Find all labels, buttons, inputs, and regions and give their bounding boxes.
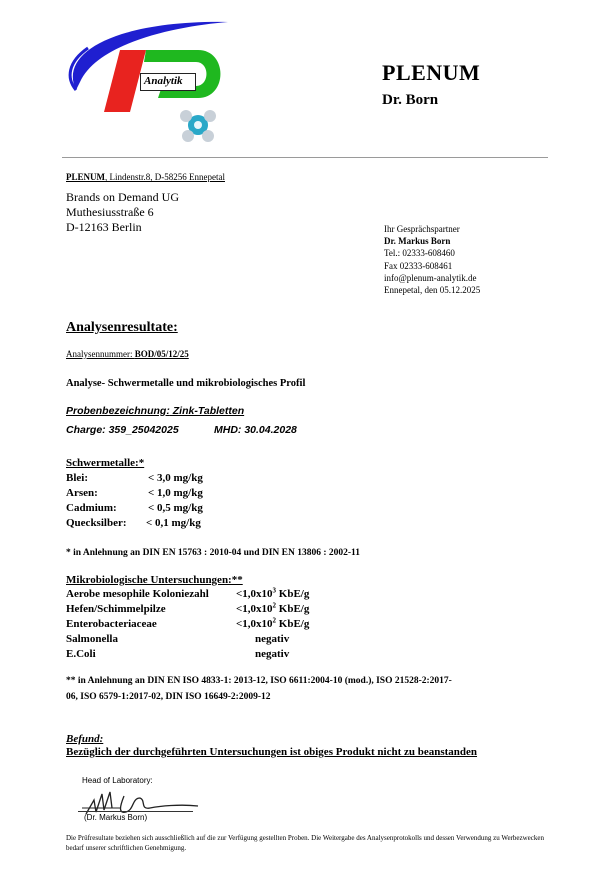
analysis-number-label: Analysennummer: — [66, 349, 135, 359]
brand-name: PLENUM — [382, 60, 481, 85]
micro-name: Salmonella — [66, 633, 118, 645]
probe-line — [66, 405, 244, 417]
micro-value: $<1,0x10^2$ KbE/g — [236, 616, 310, 630]
micro-value: negativ — [255, 633, 290, 645]
heavy-metals-heading: Schwermetalle:* — [66, 457, 145, 469]
contact-email: info@plenum-analytik.de — [384, 272, 477, 283]
micro-name: Enterobacteriaceae — [66, 618, 157, 630]
micro-value: $<1,0x10^2$ KbE/g — [236, 601, 310, 615]
recipient-line-1: Brands on Demand UG — [66, 190, 179, 204]
contact-date: Ennepetal, den 05.12.2025 — [384, 285, 481, 296]
micro-name: Aerobe mesophile Koloniezahl — [66, 588, 209, 600]
sender-name: PLENUM — [66, 172, 105, 182]
contact-label: Ihr Gesprächspartner — [384, 224, 460, 234]
contact-fax: Fax 02333-608461 — [384, 260, 453, 271]
footer-disclaimer: Die Prüfresultate beziehen sich ausschließlich auf die zur Verfügung gestellten Proben. Die Weitergabe des Analysenprotokolls und dessen Verwendung zu Werbezwecken bedarf unserer schriftlichen Genehmigung. — [66, 834, 544, 852]
micro-note-line-2: 06, ISO 6579-1:2017-02, DIN ISO 16649-2:2009-12 — [66, 692, 271, 702]
metal-value: < 0,5 mg/kg — [148, 502, 203, 514]
mhd: MHD: 30.04.2028 — [214, 424, 297, 436]
signature-line — [78, 811, 193, 812]
metal-name: Quecksilber: — [66, 517, 127, 529]
micro-note-line-1: ** in Anlehnung an DIN EN ISO 4833-1: 2013-12, ISO 6611:2004-10 (mod.), ISO 21528-2:2017- — [66, 676, 452, 686]
contact-block — [384, 223, 480, 296]
analysis-number — [66, 349, 189, 359]
probe-value: Zink-Tabletten — [169, 405, 245, 417]
charge: Charge: 359_25042025 — [66, 424, 179, 436]
logo-text: Analytik — [144, 75, 183, 87]
metal-name: Blei: — [66, 472, 88, 484]
micro-value: negativ — [255, 648, 290, 660]
micro-name: E.Coli — [66, 648, 96, 660]
micro-heading: Mikrobiologische Untersuchungen:** — [66, 574, 243, 586]
signature-name: (Dr. Markus Born) — [84, 813, 148, 822]
contact-tel: Tel.: 02333-608460 — [384, 248, 455, 259]
heavy-metals-note: * in Anlehnung an DIN EN 15763 : 2010-04 und DIN EN 13806 : 2002-11 — [66, 548, 361, 558]
metal-name: Arsen: — [66, 487, 98, 499]
probe-label: Probenbezeichnung: — [66, 405, 170, 417]
metal-value: < 3,0 mg/kg — [148, 472, 203, 484]
recipient-line-3: D-12163 Berlin — [66, 220, 142, 234]
brand-subtitle: Dr. Born — [382, 92, 439, 108]
sender-line — [66, 172, 225, 182]
micro-name: Hefen/Schimmelpilze — [66, 603, 166, 615]
analysis-title: Analyse- Schwermetalle und mikrobiologisches Profil — [66, 378, 306, 389]
recipient-line-2: Muthesiusstraße 6 — [66, 205, 154, 219]
page-title: Analysenresultate: — [66, 320, 178, 335]
head-of-lab-label: Head of Laboratory: — [82, 776, 153, 785]
befund-label: Befund: — [66, 733, 104, 745]
metal-value: < 1,0 mg/kg — [148, 487, 203, 499]
metal-name: Cadmium: — [66, 502, 117, 514]
sender-address: , Lindenstr.8, D-58256 Ennepetal — [105, 172, 225, 182]
header-divider — [62, 157, 548, 158]
metal-value: < 0,1 mg/kg — [146, 517, 201, 529]
analysis-number-value: BOD/05/12/25 — [134, 349, 189, 359]
befund-text: Bezüglich der durchgeführten Untersuchungen ist obiges Produkt nicht zu beanstanden — [66, 746, 478, 758]
contact-name: Dr. Markus Born — [384, 236, 451, 247]
micro-value: $<1,0x10^3$ KbE/g — [236, 586, 310, 600]
